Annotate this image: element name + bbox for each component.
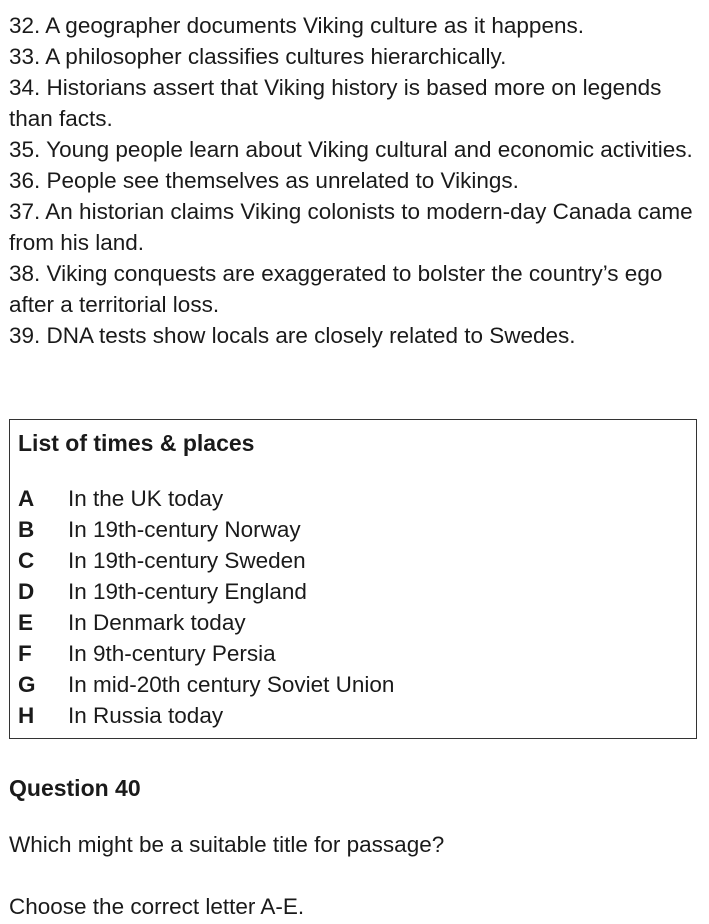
statement-list — [9, 10, 701, 351]
option-letter: E — [18, 610, 34, 635]
option-f — [18, 638, 394, 669]
question-text: Which might be a suitable title for passage? — [9, 832, 445, 857]
statement-36: 36. People see themselves as unrelated to Vikings. — [9, 168, 519, 193]
option-text: In Russia today — [68, 703, 224, 728]
option-text: In Denmark today — [68, 610, 246, 635]
times-places-box — [9, 419, 697, 739]
statement-38: 38. Viking conquests are exaggerated to bolster the country’s ego after a territorial loss. — [9, 261, 663, 317]
option-text: In 19th-century England — [68, 579, 307, 604]
statement-33: 33. A philosopher classifies cultures hierarchically. — [9, 44, 507, 69]
option-e — [18, 607, 394, 638]
option-text: In 9th-century Persia — [68, 641, 276, 666]
option-h — [18, 700, 394, 731]
option-letter: B — [18, 517, 35, 542]
option-c — [18, 545, 394, 576]
option-letter: A — [18, 486, 35, 511]
option-letter: D — [18, 579, 35, 604]
statement-34: 34. Historians assert that Viking history is based more on legends than facts. — [9, 75, 662, 131]
option-a — [18, 483, 394, 514]
statement-32: 32. A geographer documents Viking culture as it happens. — [9, 13, 584, 38]
box-title: List of times & places — [18, 430, 255, 456]
question-instruction: Choose the correct letter A-E. — [9, 894, 305, 919]
statement-35: 35. Young people learn about Viking cultural and economic activities. — [9, 137, 693, 162]
option-text: In 19th-century Norway — [68, 517, 301, 542]
statement-39: 39. DNA tests show locals are closely related to Swedes. — [9, 323, 576, 348]
option-text: In mid-20th century Soviet Union — [68, 672, 395, 697]
option-d — [18, 576, 394, 607]
option-letter: G — [18, 672, 36, 697]
option-text: In 19th-century Sweden — [68, 548, 306, 573]
statement-37: 37. An historian claims Viking colonists to modern-day Canada came from his land. — [9, 199, 693, 255]
options-list — [18, 483, 394, 731]
option-b — [18, 514, 394, 545]
option-letter: C — [18, 548, 35, 573]
option-text: In the UK today — [68, 486, 224, 511]
option-g — [18, 669, 394, 700]
option-letter: F — [18, 641, 32, 666]
option-letter: H — [18, 703, 35, 728]
question-title: Question 40 — [9, 775, 141, 801]
